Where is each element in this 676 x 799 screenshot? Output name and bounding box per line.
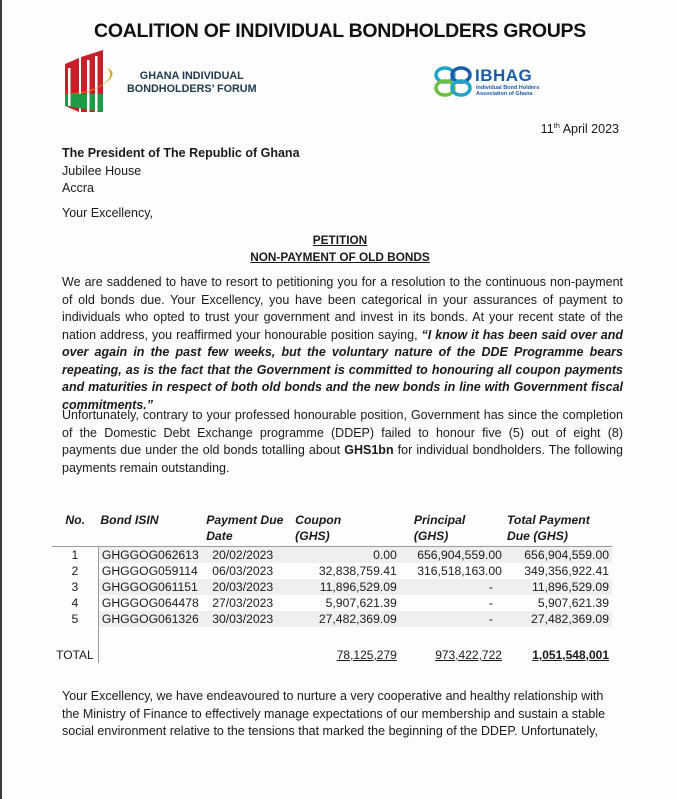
gibf-logo-line2: BONDHOLDERS’ FORUM <box>127 83 257 95</box>
row-no: 3 <box>52 579 98 595</box>
col-header-date: Payment Due Date <box>204 512 293 547</box>
row-no: 1 <box>52 547 98 564</box>
ibhag-subtitle <box>476 85 539 97</box>
date-suffix: th <box>553 121 560 130</box>
col-header-coupon: Coupon (GHS) <box>293 512 400 547</box>
addressee-line2: Jubilee House <box>62 163 142 178</box>
col-header-total: Total Payment Due (GHS) <box>505 512 612 547</box>
table-row <box>52 595 612 611</box>
paragraph-2-text: Unfortunately, contrary to your professed honourable position, Government has since the completion of the Domestic Debt Exchange programme (DDEP) failed to honour five (5) out of eight (8) payments due under the old bonds totalling about <box>62 408 623 457</box>
row-date: 27/03/2023 <box>212 596 274 610</box>
row-coupon: 32,838,759.41 <box>318 564 397 578</box>
col-header-isin: Bond ISIN <box>98 512 204 547</box>
row-principal: - <box>400 579 505 595</box>
gibf-logo-text <box>127 70 257 96</box>
row-principal: - <box>400 611 505 627</box>
row-total: 5,907,621.39 <box>537 596 609 610</box>
row-total: 11,896,529.09 <box>505 579 612 595</box>
row-coupon: 0.00 <box>293 547 400 564</box>
gibf-logo-line1: GHANA INDIVIDUAL <box>139 70 244 82</box>
row-no: 5 <box>52 611 98 627</box>
document-title: COALITION OF INDIVIDUAL BONDHOLDERS GROUPS <box>94 20 586 42</box>
table-row <box>52 563 612 579</box>
table-header-row <box>52 512 612 547</box>
addressee-line3: Accra <box>62 181 94 195</box>
ibhag-sub-line1: Individual Bond Holders <box>476 85 540 91</box>
gibf-logo <box>59 50 257 112</box>
row-isin: GHGGOG061326 <box>98 611 204 627</box>
paragraph-3: Your Excellency, we have endeavoured to nurture a very cooperative and healthy relationship with the Ministry of Finance to effectively manage expectations of our membership and sustain a stable social environment relative to the tensions that marked the beginning of the DDEP. Unfortunately, <box>62 689 606 738</box>
president-quote: “I know it has been said over and over again in the past few weeks, but the voluntary nature of the DDE Programme bears repeating, as is the fact that the Government is committed to honouring all coupon payments and maturities in respect of both old bonds and the new bonds in line with Government fiscal commitments.” <box>62 327 624 412</box>
addressee-name: The President of The Republic of Ghana <box>62 146 300 160</box>
total-principal: 973,422,722 <box>435 648 502 662</box>
row-no: 2 <box>52 563 98 579</box>
table-row <box>52 611 612 627</box>
paragraph-2 <box>62 407 623 477</box>
letter-date <box>541 121 619 136</box>
row-principal: 656,904,559.00 <box>400 547 505 564</box>
table-row <box>52 579 612 595</box>
addressee-block <box>62 145 300 198</box>
row-principal: 316,518,163.00 <box>417 564 502 578</box>
amount-highlight: GHS1bn <box>344 443 394 457</box>
date-month-year: April 2023 <box>559 122 619 137</box>
subject-heading: NON-PAYMENT OF OLD BONDS <box>250 250 430 264</box>
row-date: 20/03/2023 <box>204 579 293 595</box>
row-isin: GHGGOG062613 <box>98 547 204 564</box>
row-principal: - <box>488 596 493 610</box>
paragraph-1-text: We are saddened to have to resort to petitioning you for a resolution to the continuous non-payment of old bonds due. Your Excellency, you have been categorical in your assurances of payment to individuals who opted to trust your government and invest in its bonds. At your recent state of the nation address, you reaffirmed your honourable position saying, <box>62 275 623 342</box>
gibf-logo-icon <box>59 50 119 112</box>
salutation: Your Excellency, <box>62 206 154 220</box>
row-total: 27,482,369.09 <box>505 611 612 627</box>
ibhag-logo <box>434 64 584 104</box>
row-total: 349,356,922.41 <box>524 564 609 578</box>
table-spacer-row <box>52 627 612 647</box>
row-no: 4 <box>52 595 98 611</box>
total-payment-due: 1,051,548,001 <box>532 648 609 662</box>
total-label: TOTAL <box>52 647 98 663</box>
ibhag-rings-icon <box>434 64 472 100</box>
row-isin: GHGGOG064478 <box>101 596 199 610</box>
outstanding-payments-table <box>52 512 612 663</box>
row-isin: GHGGOG059114 <box>101 564 198 578</box>
col-header-principal: Principal (GHS) <box>400 512 505 547</box>
row-date: 06/03/2023 <box>212 564 274 578</box>
table-row <box>52 547 612 564</box>
row-date: 20/02/2023 <box>204 547 293 564</box>
paragraph-2-tail: for individual bondholders. The following payments remain outstanding. <box>62 443 623 475</box>
total-coupon: 78,125,279 <box>336 648 397 662</box>
row-isin: GHGGOG061151 <box>98 579 204 595</box>
row-coupon: 5,907,621.39 <box>325 596 397 610</box>
row-coupon: 27,482,369.09 <box>293 611 400 627</box>
date-day: 11 <box>540 122 554 137</box>
row-coupon: 11,896,529.09 <box>293 579 400 595</box>
ibhag-name: IBHAG <box>475 66 533 85</box>
col-header-no: No. <box>52 512 98 547</box>
paragraph-1 <box>62 274 623 414</box>
ibhag-sub-line2: Association of Ghana <box>476 91 533 97</box>
row-total: 656,904,559.00 <box>505 547 612 564</box>
petition-heading: PETITION <box>312 233 368 247</box>
table-total-row <box>52 647 612 663</box>
row-date: 30/03/2023 <box>204 611 293 627</box>
